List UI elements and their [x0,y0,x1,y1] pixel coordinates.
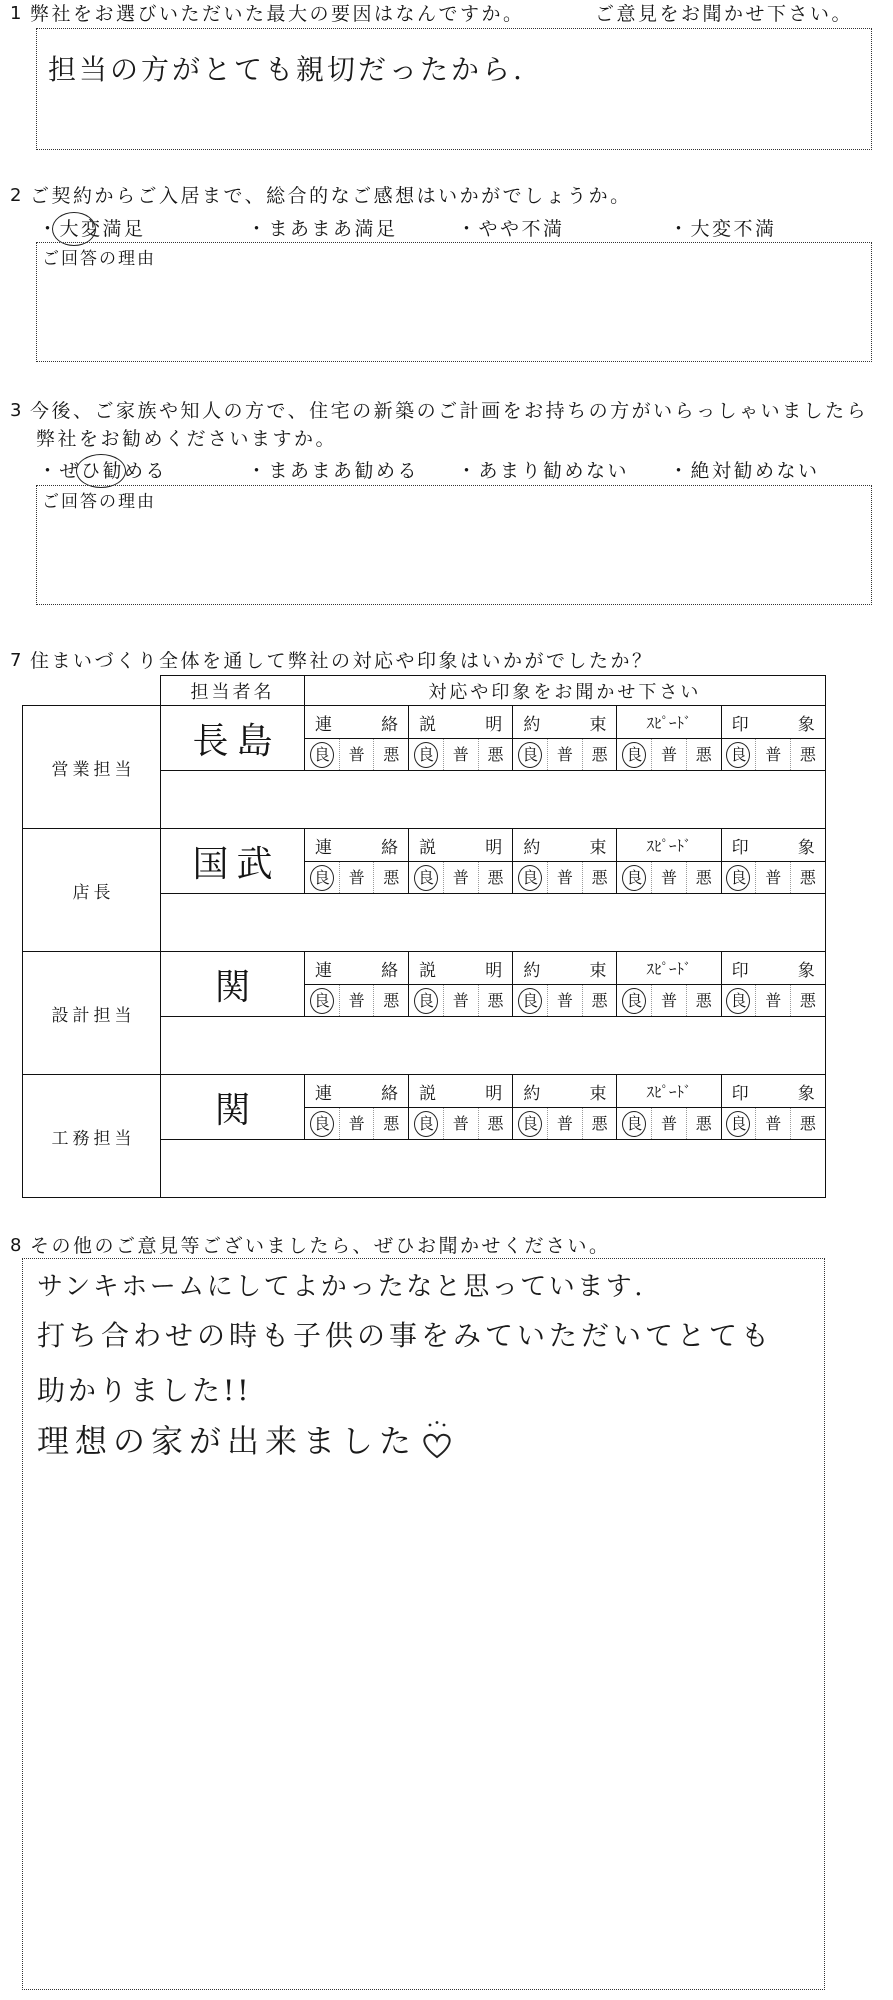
category-cell: ｽﾋﾟｰﾄﾞ [617,1075,721,1108]
rating-mark: 良 [518,865,542,891]
category-cell: 約束 [513,706,617,739]
question-number: 7 [10,650,22,671]
rating-mark: 普 [348,867,365,887]
category-cell: 説明 [409,952,513,985]
category-cell: 説明 [409,706,513,739]
rating-mark: 悪 [799,1113,816,1133]
category-row [23,1075,826,1108]
rating-mark: 普 [661,867,678,887]
rating-cell [652,739,687,771]
rating-cell [513,1108,548,1140]
comment-cell [161,1017,826,1075]
rating-mark: 良 [310,865,334,891]
rating-cell [617,862,652,894]
option-definitely-recommend [38,460,167,482]
rating-mark: 普 [765,990,782,1010]
response-column-header: 対応や印象をお聞かせ下さい [305,676,826,706]
rating-mark: 普 [556,867,573,887]
rating-cell [721,1108,756,1140]
rating-mark: 良 [622,988,646,1014]
question-text: 弊社をお選びいただいた最大の要因はなんですか。 [30,3,525,25]
rating-cell [582,862,617,894]
role-cell: 工務担当 [23,1075,161,1198]
rating-cell [791,1108,826,1140]
rating-mark: 悪 [487,1113,504,1133]
table-corner-empty [23,676,161,706]
comment-cell [161,894,826,952]
rating-mark: 悪 [799,744,816,764]
comment-box [22,1258,825,1990]
rating-mark: 良 [310,742,334,768]
rating-mark: 良 [518,1111,542,1137]
rating-cell [339,739,374,771]
rating-cell [443,985,478,1017]
role-cell: 店長 [23,829,161,952]
evaluation-table [22,675,826,1198]
evaluation-table-header [23,676,826,706]
category-cell: 説明 [409,829,513,862]
rating-cell [443,739,478,771]
category-cell: 約束 [513,952,617,985]
category-cell: ｽﾋﾟｰﾄﾞ [617,952,721,985]
handwritten-line-1: サンキホームにしてよかったなと思っています. [37,1272,645,1302]
rating-mark: 悪 [591,867,608,887]
staff-name-cell: 関 [161,1075,305,1140]
category-cell: 印象 [721,706,825,739]
rating-mark: 普 [765,867,782,887]
option-label: ・大変満足 [38,218,146,240]
rating-mark: 良 [414,1111,438,1137]
question-number: 8 [10,1235,22,1256]
rating-cell [721,862,756,894]
category-cell: 約束 [513,1075,617,1108]
rating-mark: 悪 [383,990,400,1010]
rating-cell [305,862,340,894]
rating-cell [791,862,826,894]
question-text: ご契約からご入居まで、総合的なご感想はいかがでしょうか。 [30,185,632,207]
rating-mark: 普 [661,744,678,764]
question-prompt: ご意見をお聞かせ下さい。 [595,3,854,25]
rating-cell [721,739,756,771]
question-number: 3 [10,400,22,421]
category-cell: 印象 [721,952,825,985]
rating-mark: 良 [726,865,750,891]
reason-box [36,485,872,605]
rating-mark: 普 [556,990,573,1010]
question-text-line-1: 今後、ご家族や知人の方で、住宅の新築のご計画をお持ちの方がいらっしゃいましたら [30,400,869,422]
category-row [23,952,826,985]
rating-cell [548,862,583,894]
rating-cell [339,985,374,1017]
rating-mark: 普 [452,1113,469,1133]
reason-box [36,242,872,362]
rating-cell [478,739,513,771]
rating-mark: 普 [556,744,573,764]
rating-mark: 悪 [799,867,816,887]
rating-cell [443,1108,478,1140]
rating-mark: 良 [414,988,438,1014]
rating-cell [409,985,444,1017]
rating-cell [617,739,652,771]
rating-cell [652,985,687,1017]
rating-mark: 悪 [799,990,816,1010]
rating-cell [409,1108,444,1140]
category-cell: 連絡 [305,952,409,985]
rating-cell [582,985,617,1017]
question-text-line-2: 弊社をお勧めくださいますか。 [36,428,338,450]
category-cell: 連絡 [305,706,409,739]
rating-cell [374,1108,409,1140]
rating-mark: 悪 [591,744,608,764]
selection-circle [76,454,126,488]
rating-cell [721,985,756,1017]
rating-mark: 良 [622,1111,646,1137]
rating-cell [513,862,548,894]
role-cell: 営業担当 [23,706,161,829]
rating-cell [305,1108,340,1140]
rating-cell [652,1108,687,1140]
option-label: ・まあまあ勧める [247,460,420,482]
header-row [23,676,826,706]
rating-cell [617,985,652,1017]
option-very-satisfied [38,218,146,240]
rating-cell [305,985,340,1017]
rating-cell [374,985,409,1017]
rating-cell [548,1108,583,1140]
reason-label: ご回答の理由 [42,249,156,269]
rating-mark: 良 [622,742,646,768]
rating-mark: 良 [726,1111,750,1137]
rating-cell [548,739,583,771]
category-cell: 連絡 [305,829,409,862]
rating-cell [791,739,826,771]
handwritten-line-4 [37,1419,457,1461]
rating-mark: 良 [414,865,438,891]
option-very-dissatisfied [669,218,777,240]
rating-cell [339,862,374,894]
rating-mark: 良 [726,742,750,768]
rating-cell [409,862,444,894]
rating-mark: 悪 [383,744,400,764]
rating-cell [686,862,721,894]
question-text: その他のご意見等ございましたら、ぜひお聞かせください。 [30,1235,611,1257]
rating-cell [582,1108,617,1140]
heart-doodle-icon [417,1419,457,1461]
rating-cell [443,862,478,894]
rating-mark: 普 [661,990,678,1010]
option-label: ・大変不満 [669,218,777,240]
rating-cell [686,1108,721,1140]
rating-mark: 良 [726,988,750,1014]
rating-mark: 悪 [695,867,712,887]
name-column-header: 担当者名 [161,676,305,706]
rating-cell [374,862,409,894]
rating-mark: 普 [348,1113,365,1133]
comment-cell [161,771,826,829]
category-row [23,706,826,739]
rating-cell [791,985,826,1017]
rating-mark: 普 [765,744,782,764]
rating-cell [756,1108,791,1140]
rating-mark: 悪 [487,990,504,1010]
rating-cell [686,985,721,1017]
rating-mark: 悪 [695,990,712,1010]
rating-mark: 普 [452,744,469,764]
rating-cell [339,1108,374,1140]
category-cell: ｽﾋﾟｰﾄﾞ [617,829,721,862]
rating-mark: 悪 [383,1113,400,1133]
reason-label: ご回答の理由 [42,492,156,512]
selection-circle [52,212,96,246]
rating-cell [374,739,409,771]
rating-cell [305,739,340,771]
option-rarely-recommend [457,460,629,482]
handwritten-line-3: 助かりました!! [37,1374,252,1407]
rating-cell [409,739,444,771]
staff-name-cell: 国武 [161,829,305,894]
option-label: ・やや不満 [457,218,565,240]
role-cell: 設計担当 [23,952,161,1075]
staff-name-cell: 関 [161,952,305,1017]
rating-cell [582,739,617,771]
rating-cell [478,985,513,1017]
option-somewhat-recommend [247,460,419,482]
option-label: ・絶対勧めない [669,460,820,482]
category-cell: 約束 [513,829,617,862]
rating-mark: 良 [622,865,646,891]
rating-mark: 良 [518,988,542,1014]
handwritten-line-2: 打ち合わせの時も子供の事をみていただいてとても [37,1319,774,1352]
rating-mark: 良 [518,742,542,768]
answer-box [36,28,872,150]
evaluation-table-body [23,706,826,1198]
rating-mark: 悪 [695,1113,712,1133]
rating-mark: 普 [348,744,365,764]
rating-mark: 悪 [695,744,712,764]
rating-mark: 普 [452,867,469,887]
handwritten-line-4-text: 理想の家が出来ました [37,1422,418,1460]
question-number: 1 [10,3,22,24]
staff-name-cell: 長島 [161,706,305,771]
category-row [23,829,826,862]
rating-mark: 悪 [383,867,400,887]
option-label: ・ぜひ勧める [38,460,168,482]
rating-cell [652,862,687,894]
handwritten-answer: 担当の方がとても親切だったから. [48,53,525,86]
rating-cell [513,739,548,771]
option-somewhat-satisfied [247,218,398,240]
option-label: ・まあまあ満足 [247,218,398,240]
rating-mark: 悪 [591,990,608,1010]
question-text: 住まいづくり全体を通して弊社の対応や印象はいかがでしたか？ [30,650,654,672]
rating-cell [756,739,791,771]
rating-cell [478,862,513,894]
category-cell: 連絡 [305,1075,409,1108]
rating-mark: 普 [556,1113,573,1133]
rating-mark: 悪 [591,1113,608,1133]
rating-cell [617,1108,652,1140]
question-number: 2 [10,185,22,206]
comment-cell [161,1140,826,1198]
category-cell: 印象 [721,829,825,862]
rating-mark: 悪 [487,744,504,764]
rating-mark: 普 [452,990,469,1010]
option-somewhat-dissatisfied [457,218,565,240]
rating-cell [478,1108,513,1140]
option-label: ・あまり勧めない [457,460,630,482]
rating-cell [513,985,548,1017]
rating-mark: 良 [310,1111,334,1137]
rating-mark: 普 [348,990,365,1010]
option-never-recommend [669,460,820,482]
rating-cell [756,985,791,1017]
category-cell: 説明 [409,1075,513,1108]
rating-cell [686,739,721,771]
rating-mark: 普 [765,1113,782,1133]
category-cell: ｽﾋﾟｰﾄﾞ [617,706,721,739]
category-cell: 印象 [721,1075,825,1108]
rating-mark: 良 [414,742,438,768]
rating-cell [548,985,583,1017]
rating-cell [756,862,791,894]
rating-mark: 普 [661,1113,678,1133]
rating-mark: 悪 [487,867,504,887]
rating-mark: 良 [310,988,334,1014]
